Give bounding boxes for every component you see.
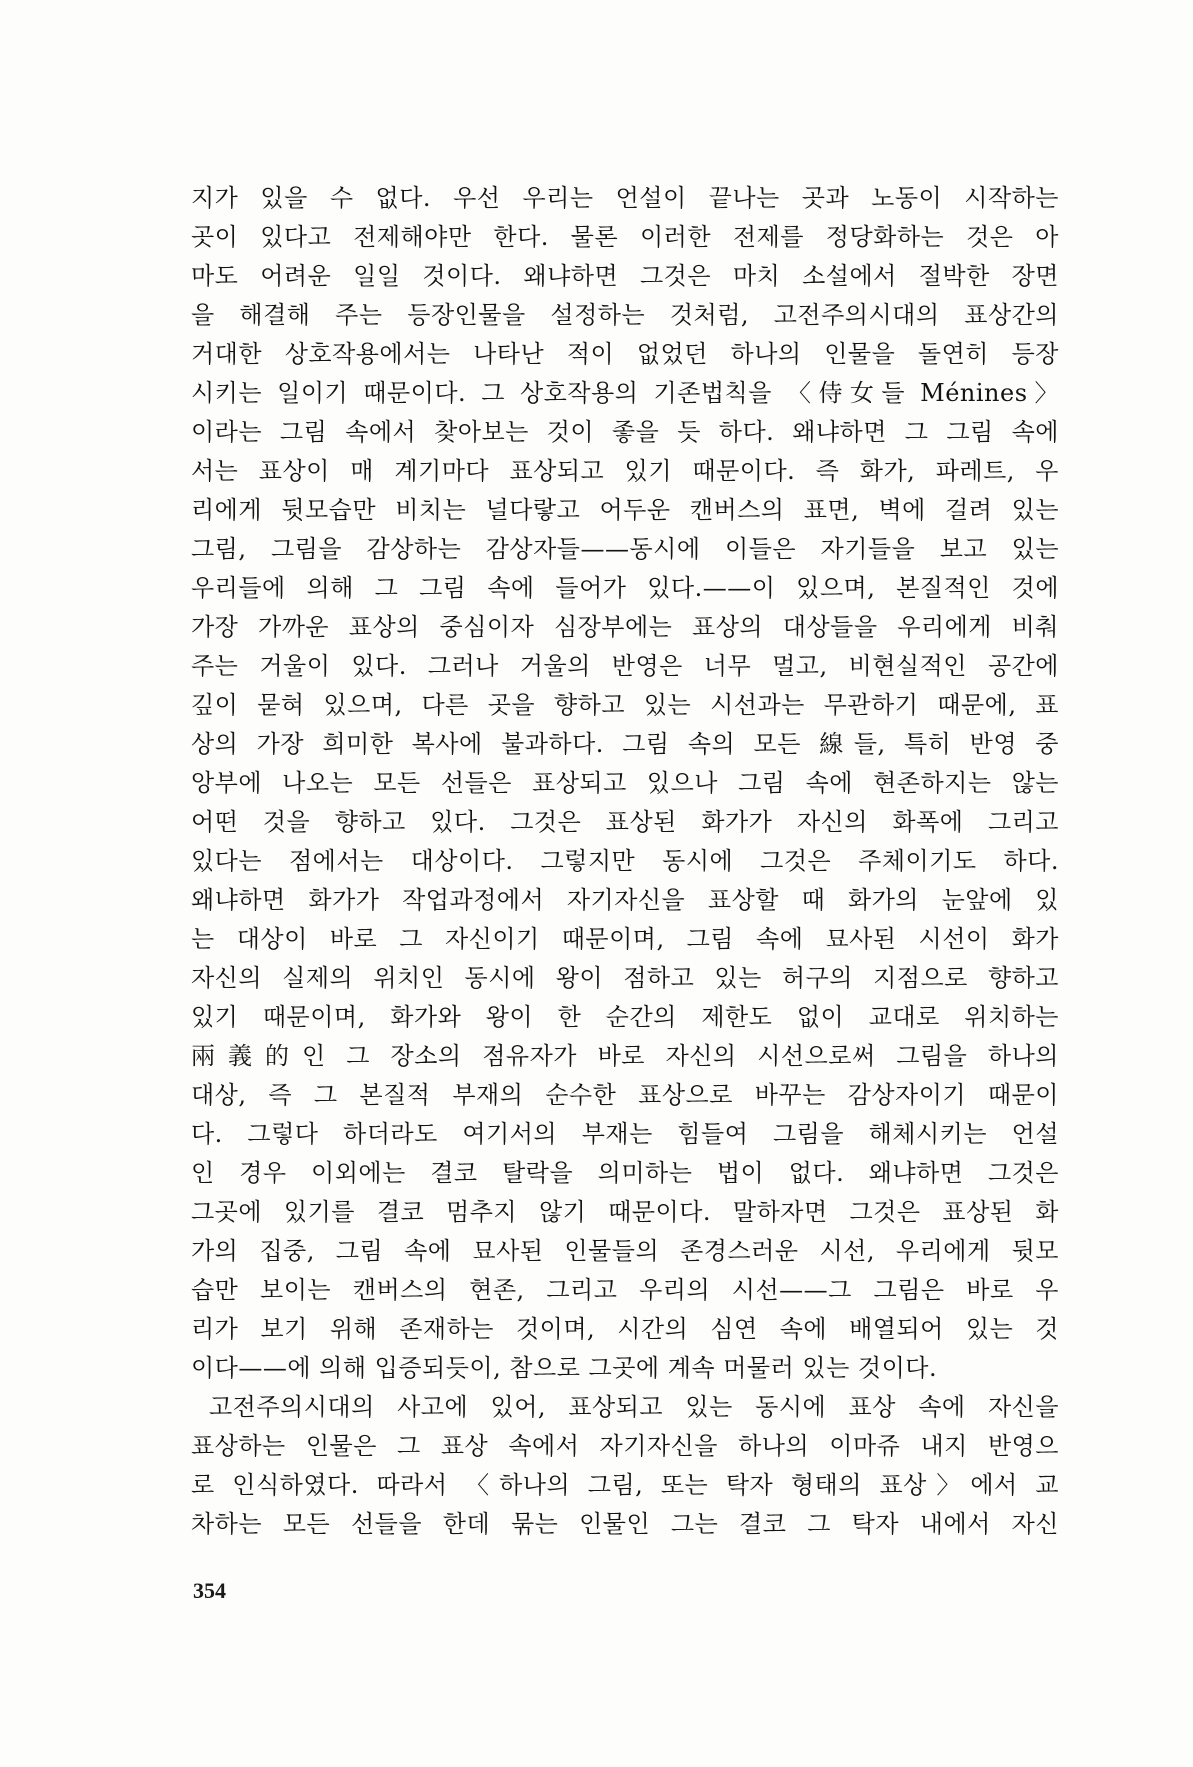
- text-line: 兩義的인 그 장소의 점유자가 바로 자신의 시선으로써 그림을 하나의: [191, 1042, 1059, 1070]
- text-line: 서는 표상이 매 계기마다 표상되고 있기 때문이다. 즉 화가, 파레트, 우: [191, 457, 1059, 485]
- text-line: 그림, 그림을 감상하는 감상자들——동시에 이들은 자기들을 보고 있는: [191, 535, 1059, 563]
- text-line: 가장 가까운 표상의 중심이자 심장부에는 표상의 대상들을 우리에게 비춰: [191, 613, 1059, 641]
- page-number: 354: [193, 1578, 226, 1603]
- text-line: 고전주의시대의 사고에 있어, 표상되고 있는 동시에 표상 속에 자신을: [209, 1393, 1059, 1421]
- text-line: 자신의 실제의 위치인 동시에 왕이 점하고 있는 허구의 지점으로 향하고: [191, 964, 1059, 992]
- text-line: 깊이 묻혀 있으며, 다른 곳을 향하고 있는 시선과는 무관하기 때문에, 표: [191, 691, 1059, 719]
- text-line: 곳이 있다고 전제해야만 한다. 물론 이러한 전제를 정당화하는 것은 아: [191, 223, 1059, 251]
- text-line: 그곳에 있기를 결코 멈추지 않기 때문이다. 말하자면 그것은 표상된 화: [191, 1198, 1059, 1226]
- text-line: 이라는 그림 속에서 찾아보는 것이 좋을 듯 하다. 왜냐하면 그 그림 속에: [191, 418, 1059, 446]
- text-line: 거대한 상호작용에서는 나타난 적이 없었던 하나의 인물을 돌연히 등장: [191, 340, 1059, 368]
- text-line: 우리들에 의해 그 그림 속에 들어가 있다.——이 있으며, 본질적인 것에: [191, 574, 1059, 602]
- text-line: 상의 가장 희미한 복사에 불과하다. 그림 속의 모든 線들, 특히 반영 중: [191, 730, 1059, 758]
- text-line: 주는 거울이 있다. 그러나 거울의 반영은 너무 멀고, 비현실적인 공간에: [191, 652, 1059, 680]
- text-line: 가의 집중, 그림 속에 묘사된 인물들의 존경스러운 시선, 우리에게 뒷모: [191, 1237, 1059, 1265]
- text-line: 어떤 것을 향하고 있다. 그것은 표상된 화가가 자신의 화폭에 그리고: [191, 808, 1059, 836]
- text-line: 왜냐하면 화가가 작업과정에서 자기자신을 표상할 때 화가의 눈앞에 있: [191, 886, 1059, 914]
- text-line: 앙부에 나오는 모든 선들은 표상되고 있으나 그림 속에 현존하지는 않는: [191, 769, 1059, 797]
- text-line: 는 대상이 바로 그 자신이기 때문이며, 그림 속에 묘사된 시선이 화가: [191, 925, 1059, 953]
- text-line: 이다——에 의해 입증되듯이, 참으로 그곳에 계속 머물러 있는 것이다.: [191, 1354, 938, 1382]
- text-line: 을 해결해 주는 등장인물을 설정하는 것처럼, 고전주의시대의 표상간의: [191, 301, 1059, 329]
- text-line: 표상하는 인물은 그 표상 속에서 자기자신을 하나의 이마쥬 내지 반영으: [191, 1432, 1059, 1460]
- text-line: 마도 어려운 일일 것이다. 왜냐하면 그것은 마치 소설에서 절박한 장면: [191, 262, 1059, 290]
- text-line: 차하는 모든 선들을 한데 묶는 인물인 그는 결코 그 탁자 내에서 자신: [191, 1510, 1059, 1538]
- text-line: 인 경우 이외에는 결코 탈락을 의미하는 법이 없다. 왜냐하면 그것은: [191, 1159, 1059, 1187]
- text-line: 시키는 일이기 때문이다. 그 상호작용의 기존법칙을 〈侍女들 Ménines〉: [191, 379, 1059, 407]
- text-line: 로 인식하였다. 따라서 〈하나의 그림, 또는 탁자 형태의 표상〉에서 교: [191, 1471, 1059, 1499]
- text-line: 있기 때문이며, 화가와 왕이 한 순간의 제한도 없이 교대로 위치하는: [191, 1003, 1059, 1031]
- text-line: 습만 보이는 캔버스의 현존, 그리고 우리의 시선——그 그림은 바로 우: [191, 1276, 1059, 1304]
- text-line: 대상, 즉 그 본질적 부재의 순수한 표상으로 바꾸는 감상자이기 때문이: [191, 1081, 1059, 1109]
- text-line: 지가 있을 수 없다. 우선 우리는 언설이 끝나는 곳과 노동이 시작하는: [191, 184, 1059, 212]
- text-line: 리에게 뒷모습만 비치는 널다랗고 어두운 캔버스의 표면, 벽에 걸려 있는: [191, 496, 1059, 524]
- text-line: 리가 보기 위해 존재하는 것이며, 시간의 심연 속에 배열되어 있는 것: [191, 1315, 1059, 1343]
- text-line: 다. 그렇다 하더라도 여기서의 부재는 힘들여 그림을 해체시키는 언설: [191, 1120, 1059, 1148]
- text-line: 있다는 점에서는 대상이다. 그렇지만 동시에 그것은 주체이기도 하다.: [191, 847, 1059, 875]
